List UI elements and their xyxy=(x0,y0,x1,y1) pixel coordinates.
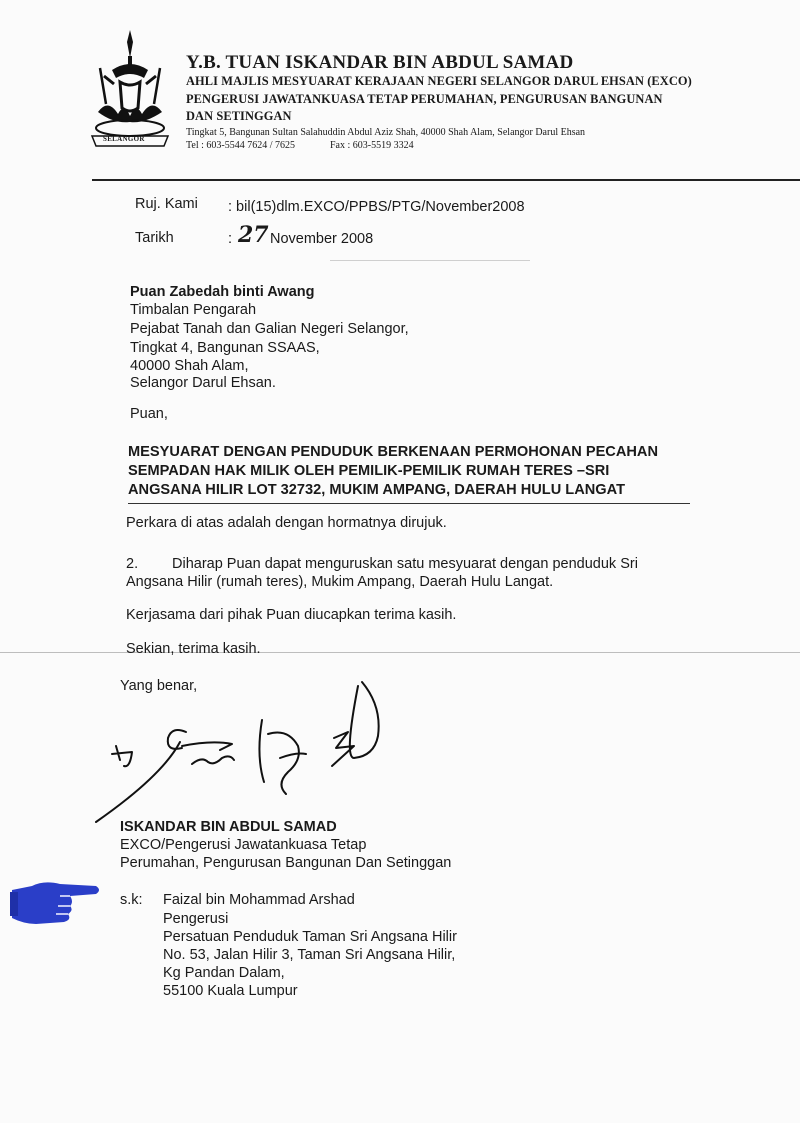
cc-label: s.k: xyxy=(120,892,143,908)
recipient-name: Puan Zabedah binti Awang xyxy=(130,284,315,300)
letterhead-fax: Fax : 603-5519 3324 xyxy=(330,140,414,151)
cc-line: Faizal bin Mohammad Arshad xyxy=(163,892,355,908)
signatory-title-line-1: EXCO/Pengerusi Jawatankuasa Tetap xyxy=(120,837,367,853)
letterhead-address: Tingkat 5, Bangunan Sultan Salahuddin Abdul Aziz Shah, 40000 Shah Alam, Selangor Darul Ehsan xyxy=(186,127,586,138)
paragraph-2-line-2: Angsana Hilir (rumah teres), Mukim Ampang, Daerah Hulu Langat. xyxy=(126,574,554,590)
recipient-address-line: Selangor Darul Ehsan. xyxy=(130,375,276,391)
signatory-name: ISKANDAR BIN ABDUL SAMAD xyxy=(120,819,337,835)
paragraph-2-line-1: Diharap Puan dapat menguruskan satu mesyuarat dengan penduduk Sri xyxy=(172,556,638,572)
scan-artifact-line xyxy=(0,652,800,653)
signatory-title-line-2: Perumahan, Pengurusan Bangunan Dan Setinggan xyxy=(120,855,452,871)
crest-label: SELANGOR xyxy=(103,135,145,143)
recipient-address-line: Timbalan Pengarah xyxy=(130,302,257,318)
salutation: Puan, xyxy=(130,406,168,422)
cc-line: Kg Pandan Dalam, xyxy=(163,965,285,981)
cc-line: Persatuan Penduduk Taman Sri Angsana Hilir xyxy=(163,929,457,945)
ruj-label: Ruj. Kami xyxy=(135,196,198,212)
cc-line: No. 53, Jalan Hilir 3, Taman Sri Angsana Hilir, xyxy=(163,947,456,963)
subject-line: ANGSANA HILIR LOT 32732, MUKIM AMPANG, DAERAH HULU LANGAT xyxy=(128,482,626,498)
paragraph-2-number: 2. xyxy=(126,556,139,572)
tarikh-month-year: November 2008 xyxy=(270,231,374,247)
cc-line: Pengerusi xyxy=(163,911,229,927)
letterhead-tel: Tel : 603-5544 7624 / 7625 xyxy=(186,140,296,151)
subject-line: MESYUARAT DENGAN PENDUDUK BERKENAAN PERMOHONAN PECAHAN xyxy=(128,444,658,460)
letterhead-name: Y.B. TUAN ISKANDAR BIN ABDUL SAMAD xyxy=(186,52,574,73)
recipient-address-line: Tingkat 4, Bangunan SSAAS, xyxy=(130,340,320,356)
signature-icon xyxy=(92,676,392,826)
subject-line: SEMPADAN HAK MILIK OLEH PEMILIK-PEMILIK RUMAH TERES –SRI xyxy=(128,463,610,479)
letterhead-line-1: AHLI MAJLIS MESYUARAT KERAJAAN NEGERI SELANGOR DARUL EHSAN (EXCO) xyxy=(186,74,692,88)
scan-artifact-line xyxy=(330,260,530,261)
subject-heading xyxy=(128,443,698,500)
letterhead-line-3: DAN SETINGGAN xyxy=(186,109,292,123)
paragraph-1: Perkara di atas adalah dengan hormatnya dirujuk. xyxy=(126,515,447,531)
paragraph-4: Sekian, terima kasih. xyxy=(126,641,261,657)
tarikh-day-handwritten: 27 xyxy=(238,222,269,248)
ruj-value: : bil(15)dlm.EXCO/PPBS/PTG/November2008 xyxy=(228,199,525,215)
letterhead-divider xyxy=(92,179,800,181)
recipient-address-line: Pejabat Tanah dan Galian Negeri Selangor, xyxy=(130,321,409,337)
paragraph-3: Kerjasama dari pihak Puan diucapkan terima kasih. xyxy=(126,607,457,623)
closing: Yang benar, xyxy=(120,678,198,694)
tarikh-label: Tarikh xyxy=(135,230,174,246)
subject-underline xyxy=(128,503,690,504)
tarikh-colon: : xyxy=(228,231,233,247)
recipient-address-line: 40000 Shah Alam, xyxy=(130,358,249,374)
letterhead-line-2: PENGERUSI JAWATANKUASA TETAP PERUMAHAN, PENGURUSAN BANGUNAN xyxy=(186,92,663,106)
cc-line: 55100 Kuala Lumpur xyxy=(163,983,298,999)
pointing-hand-icon xyxy=(10,878,102,928)
